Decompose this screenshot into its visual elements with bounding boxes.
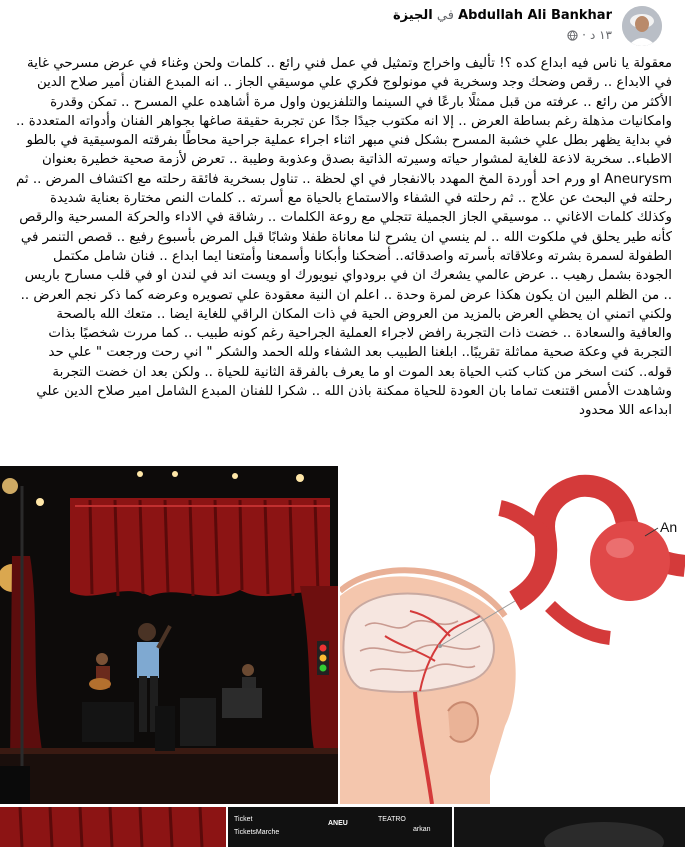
thumb-label-teatro: TEATRO <box>378 816 406 823</box>
aneurysm-diagram[interactable] <box>340 466 685 804</box>
thumbnail-3[interactable] <box>454 807 685 847</box>
post-time[interactable]: ١٣ د <box>589 28 612 42</box>
post-meta <box>567 28 612 42</box>
location-prefix: في <box>436 8 454 23</box>
globe-icon[interactable] <box>567 30 578 41</box>
post-body <box>14 54 672 421</box>
stage-photo[interactable] <box>0 466 338 804</box>
author-line <box>393 8 612 23</box>
thumbnail-2[interactable] <box>228 807 452 847</box>
thumb-label-arkan: arkan <box>413 826 431 833</box>
author-avatar[interactable] <box>622 6 662 46</box>
diagram-label: An <box>660 519 678 535</box>
post-paragraph: معقولة يا ناس فيه ابداع كده ؟! تأليف واخراج وتمثيل في عمل فني رائع .. كلمات ولحن وغناء في عرض مسرحي غاية في الابداع .. رقص وضحك وجد وسخرية في مونولوج فكري علي موسيقي الجاز .. انه المبدع الفنان أمير صلاح الدين الأكثر من رائع .. عرفته من قبل ممثلًا بارعًا في السينما والتلفزيون واول مرة أشاهده علي المسرح .. تمكن وقدرة وامكانيات مذهلة رغم بساطة العرض .. إلا انه مكتوب جيدًا جدًا عن تجربة حقيقة صاغها بجواهر الفنان وأدواته المتعددة .. في بداية يظهر بطل علي خشبة المسرح بشكل فني مبهر اثناء اجراء عملية جراحية محاطًا بفرقته الموسيقية في بالطو الاطباء.. سخرية لاذعة للغاية لمشوار حياته وسيرته الذاتية بصدق وعذوبة وطيبة .. تعرض لأزمة صحية خطيرة بعنوان Aneurysm او ورم احد أوردة المخ المهدد بالانفجار في اي لحظة .. تناول بسخرية فائقة رحلته مع اكتشاف المرض .. ثم رحلته في البحث عن علاج .. ثم رحلته في الشفاء والاستماع بالحياة مع أسرته .. كلمات النص مختارة بعناية شديدة وكذلك كلمات الاغاني .. موسيقي الجاز الجميلة تتجلي مع روعة الكلمات .. رشاقة في الاداء والحركة المسرحية والرقص كأنه طير يحلق في ملكوت الله .. لم ينسي ان يشرح لنا معاناة طفلا وشابًا قبل المرض بأسبوع رفيع .. قصص التنمر في الطفولة لسمرة بشرته وعلاقاته بأسرته واصدقائه.. أضحكنا وأبكانا وأسمعنا وأمتعنا ايما ابداع .. فنان شامل مكتمل الجودة بشمل رهيب .. عرض عالمي يشعرك ان في برودواي نيويورك او ويست اند في لندن او في قلب مسارح باريس .. من الظلم البين ان يكون هكذا عرض لمرة وحدة .. اعلم ان النية معقودة علي تصويره وعرضه كما ذكر نجم العرض .. ولكني اتمني ان يحظي العرض بالمزيد من العروض الحية في ذات المكان الراقي للغاية ايضا .. متعك الله بالصحة والعافية والسعادة .. خضت ذات التجربة رافض لاجراء العملية الجراحية رغم كونه طبيب .. كما مررت شخصيًا بذات التجربة في وعكة صحية مماثلة تقريبًا.. ابلغنا الطبيب بعد الشفاء ولله الحمد والشكر " اني رحت ورجعت " علي حد قوله.. كنت اسخر من كتاب كتب الحياة بعد الموت او ما يعرف بالفرقة الثانية للحياة .. ولكن بعد ان خضت التجربة وشاهدت الأمس اقتنعت تماما بان العودة للحياة ممكنة باذن الله .. شكرا للفنان المبدع الشامل امير صلاح الدين علي ابداعه اللا محدود <box>15 56 672 419</box>
photo-grid <box>0 466 685 847</box>
meta-dot: · <box>582 28 586 42</box>
thumb-label-ticket: Ticket <box>234 816 253 823</box>
thumb-label-aneu: ANEU <box>328 820 348 827</box>
thumbnail-1[interactable] <box>0 807 226 847</box>
avatar-photo <box>622 6 662 46</box>
author-name[interactable]: Abdullah Ali Bankhar <box>458 8 612 23</box>
post-header <box>0 0 685 50</box>
thumb-label-ticketsmarche: TicketsMarche <box>234 829 280 836</box>
location-link[interactable]: الجيزة <box>392 8 433 23</box>
